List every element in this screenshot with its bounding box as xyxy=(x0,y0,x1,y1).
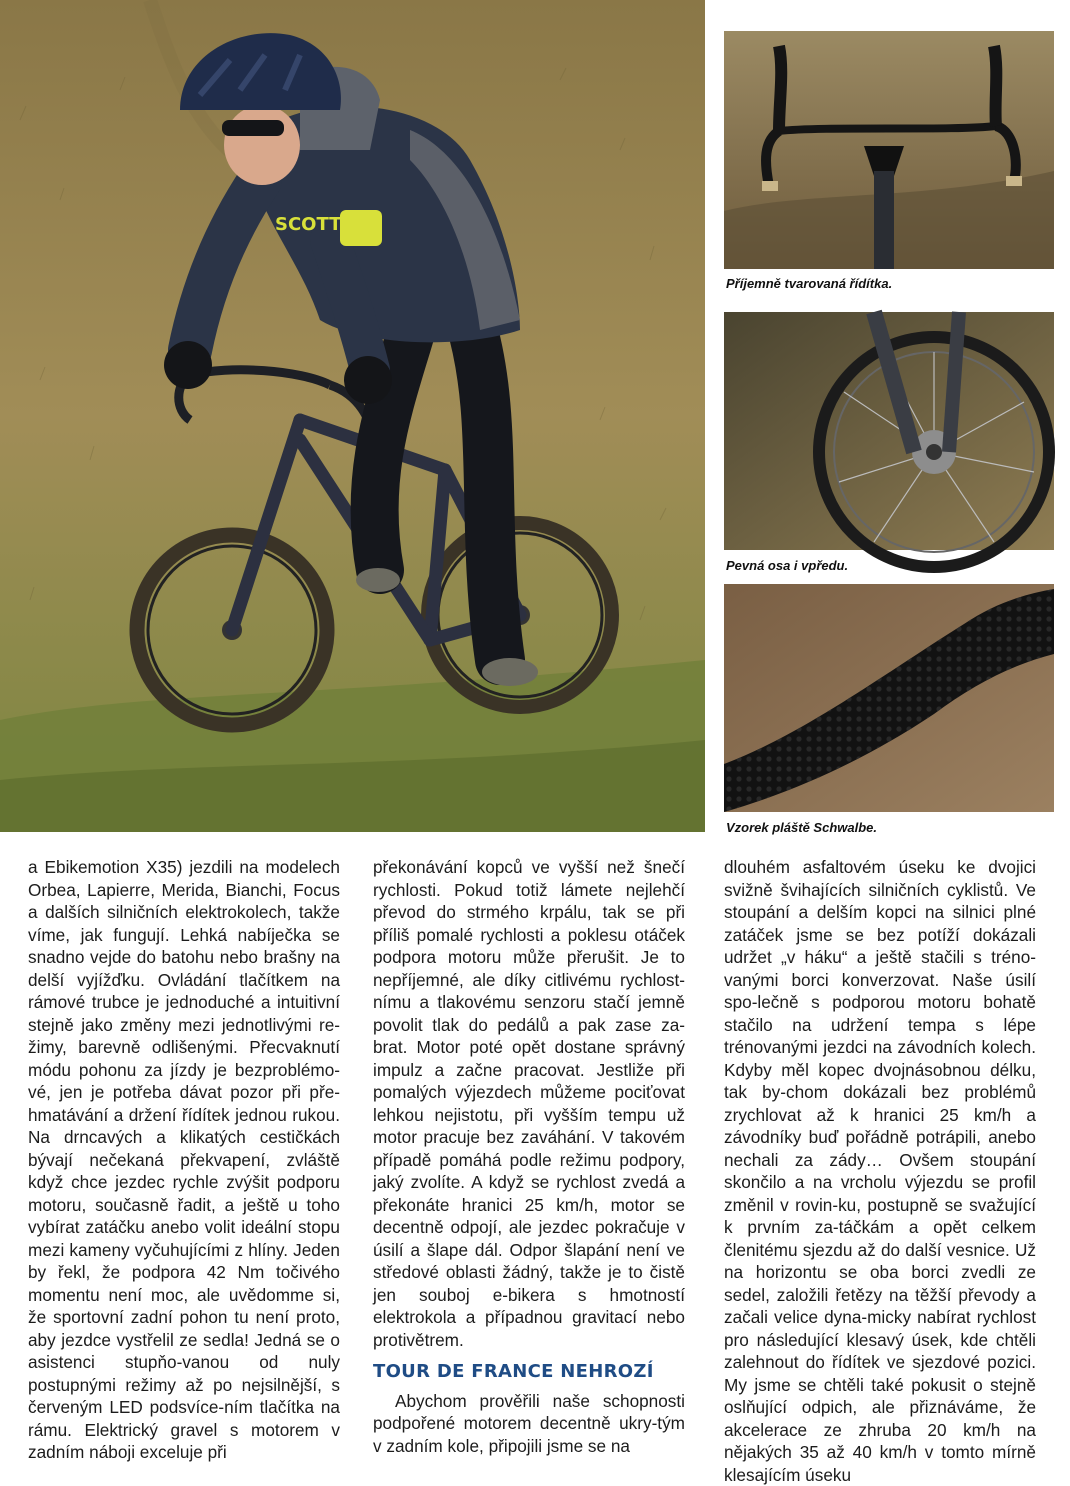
article-column-3 xyxy=(724,856,1036,1485)
axle-illustration xyxy=(724,312,1054,550)
jacket-logo-text: SCOTT xyxy=(275,214,342,235)
article-column-1 xyxy=(28,856,340,1462)
caption-handlebar: Příjemně tvarovaná řídítka. xyxy=(726,276,893,291)
column-2-after-text: Abychom prověřili naše schopnosti podpořené motorem decentně ukry-tým v zadním kole, připojili jsme se na xyxy=(373,1390,685,1456)
hero-photo xyxy=(0,0,705,832)
caption-tyre: Vzorek pláště Schwalbe. xyxy=(726,820,878,835)
column-2-text: překonávání kopců ve vyšší než šnečí rychlosti. Pokud totiž lámete nejlehčí převod do strmého krpálu, tak se při příliš pomalé rychlosti a poklesu otáček podpora motoru může přerušit. Je to nepříjemné, ale díky citlivému rychlost-nímu a tlakovému senzoru stačí jemně povolit tlak do pedálů a pak zase za-brat. Motor poté opět dostane správný impulz a začne pracovat. Jestliže při pomalých výjezdech můžeme pociťovat lehkou nejistotu, při vyšším tempu už motor pracuje bez zaváhání. V takovém případě pomáhá podle režimu podpory, jaký zvolíte. A když se rychlost zvedá a překonáte hranici 25 km/h, motor se decentně odpojí, ale jezdec pokračuje v úsilí a šlape dál. Odpor šlapání není ve středové oblasti žádný, takže je to čistě jen souboj e-bikera s hmotností elektrokola a případnou gravitací nebo protivětrem. xyxy=(373,857,685,1350)
caption-axle: Pevná osa i vpředu. xyxy=(726,558,849,573)
column-3-text: dlouhém asfaltovém úseku ke dvojici svižně švihajících silničních cyklistů. Ve stoupání a delším kopci na silnici plné zatáček jsme se bez potíží dokázali udržet „v háku“ a ještě stačili s tréno-vanými borci konverzovat. Naše úsilí spo-lečně s podporou motoru bohatě stačilo na udržení tempa s lépe trénovanými jezdci na závodních kolech. Kdyby měl kopec dvojnásobnou délku, tak by-chom dokázali bez problémů zrychlovat až k hranici 25 km/h a závodníky buď pořádně potrápili, anebo nechali za zády… Ovšem stoupání skončilo a na vrcholu výjezdu se profil změnil v rovin-ku, postupně se svažující k prvním za-táčkám a opět celkem členitému sjezdu až do další vesnice. Už na horizontu se oba borci zvedli ze sedel, založili řetězy na těžší převody a začali velice dyna-micky nabírat rychlost pro následující klesavý úsek, kde chtěli zalehnout do řídítek ve sjezdové pozici. My jsme se chtěli také pokusit o stejně oslňující odpich, ale přiznáváme, že akcelerace ze zhruba 20 km/h na nějakých 35 až 40 km/h v tomto mírně klesajícím úseku xyxy=(724,857,1036,1485)
handlebar-photo xyxy=(724,31,1054,269)
tyre-photo xyxy=(724,584,1054,812)
handlebar-illustration xyxy=(724,31,1054,269)
article-column-2 xyxy=(373,856,685,1455)
column-1-text: a Ebikemotion X35) jezdili na modelech Orbea, Lapierre, Merida, Bianchi, Focus a dalších silničních elektrokolech, takže víme, jak fungují. Lehká nabíječka se snadno vejde do batohu nebo brašny na delší vyjížďku. Ovládání tlačítkem na rámové trubce je jednoduché a intuitivní stejně jako změny mezi jednotlivými re-žimy, barevně odlišenými. Přecvaknutí módu pohonu za jízdy je bezproblémo-vé, jen je potřeba dávat pozor při pře-hmatávání a držení řídítek jednou rukou. Na drncavých a klikatých cestičkách bývají nečekaná překvapení, zvláště když chce jezdec rychle zvýšit podporu motoru, současně řadit, a ještě u toho vybírat zatáčku anebo volit ideální stopu mezi kameny vyčuhujícími z hlíny. Jeden by řekl, že podpora 42 Nm točivého momentu není moc, ale uvědomme si, že sportovní zadní pohon tu není proto, aby jezdce vystřelil ze sedla! Jedná se o asistenci stupňo-vanou od nuly postupnými režimy až po nejsilnější, s červeným LED podsvíce-ním tlačítka na rámu. Elektrický gravel s motorem v zadním náboji exceluje při xyxy=(28,857,340,1462)
hero-illustration xyxy=(0,0,705,832)
section-heading: TOUR DE FRANCE NEHROZÍ xyxy=(373,1361,654,1382)
axle-photo xyxy=(724,312,1054,550)
tyre-illustration xyxy=(724,584,1054,812)
